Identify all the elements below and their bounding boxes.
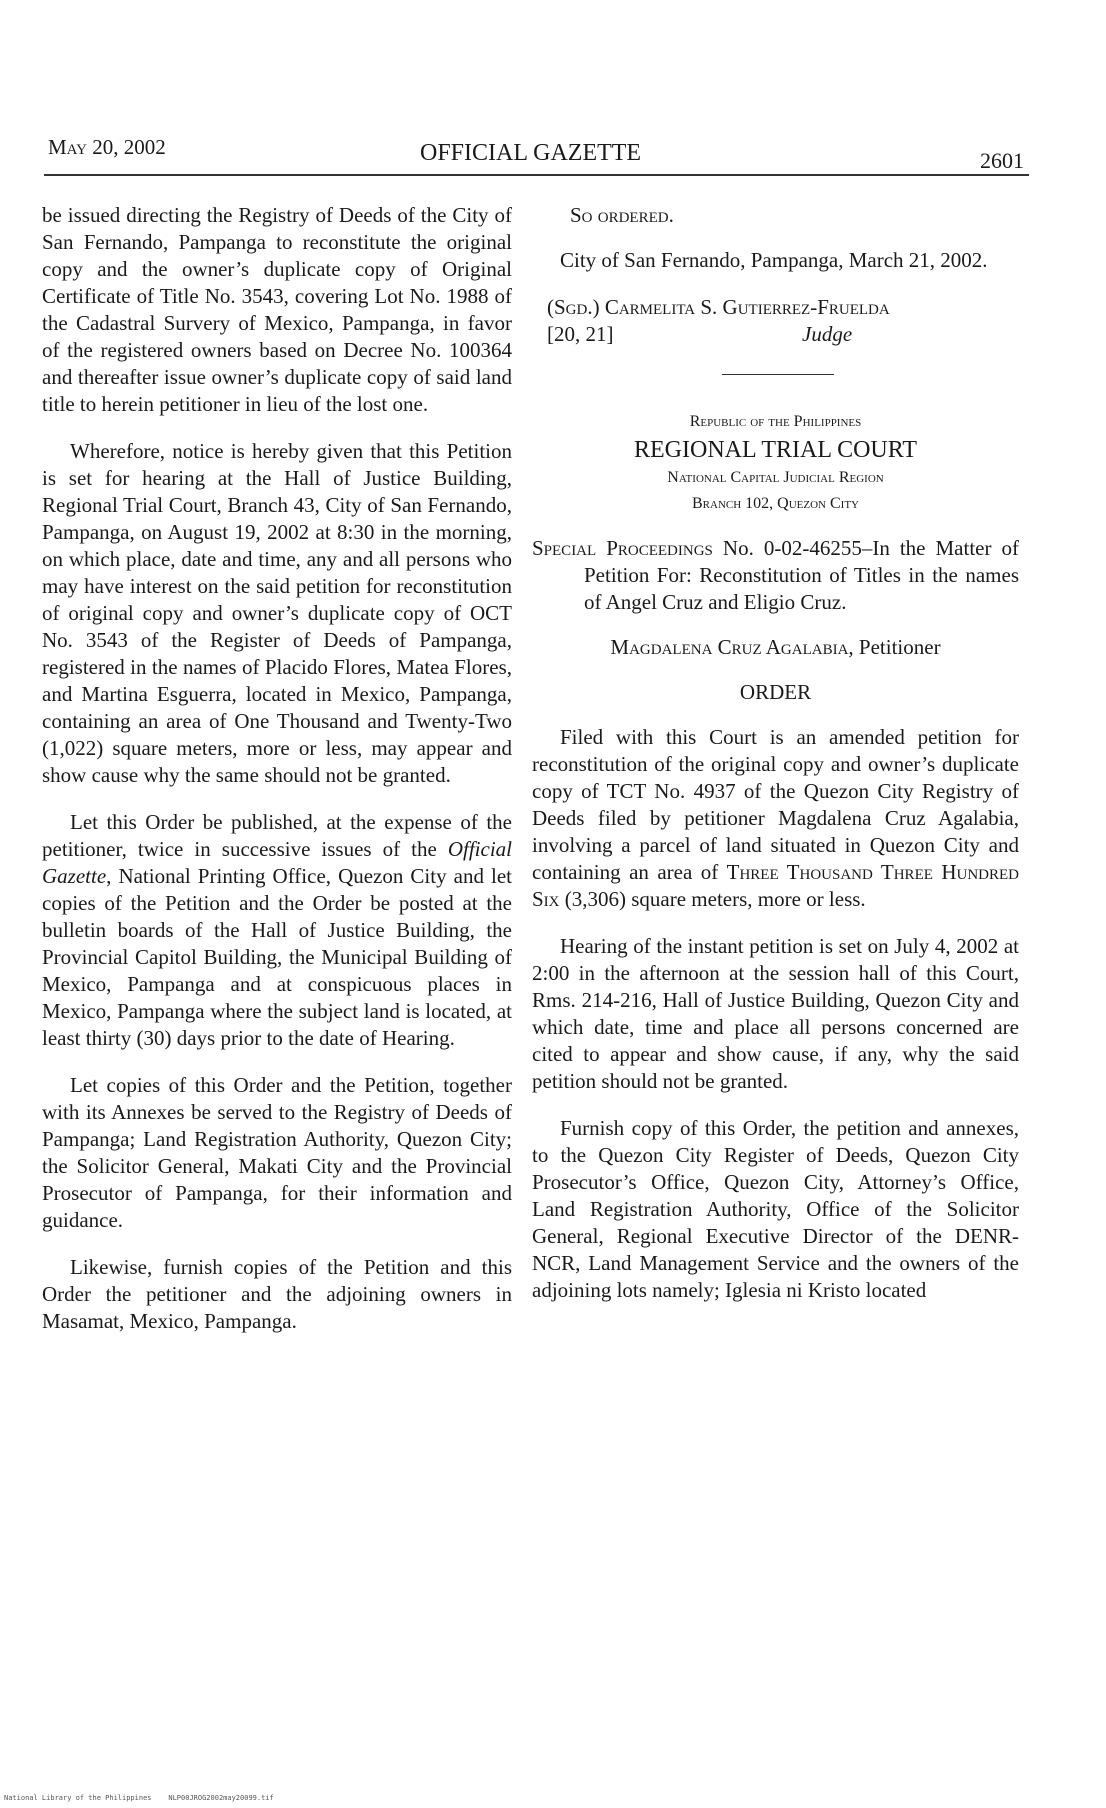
footer-file: NLP00JROG2002may20099.tif <box>168 1794 274 1802</box>
publication-title: OFFICIAL GAZETTE <box>420 140 642 166</box>
page-number: 2601 <box>980 148 1024 173</box>
petitioner-line <box>532 634 1019 661</box>
paragraph-filed <box>532 724 1019 913</box>
signatory: (Sgd.) Carmelita S. Gutierrez-Fruelda <box>547 295 890 319</box>
footer-library: National Library of the Philippines <box>4 1794 152 1802</box>
right-column <box>532 202 1019 1304</box>
paragraph-publication-a: Let this Order be published, at the expense of the petitioner, twice in successive issues of the <box>42 810 512 861</box>
paragraph-publication <box>42 809 512 1052</box>
header-date: May 20, 2002 <box>48 135 166 159</box>
signature-block <box>532 294 1019 348</box>
republic-line: Republic of the Philippines <box>689 413 862 430</box>
case-caption <box>532 535 1019 616</box>
pages-ref: [20, 21] <box>547 322 614 346</box>
paragraph-filed-b: (3,306) square meters, more or less. <box>559 887 866 911</box>
paragraph-filed-a: Filed with this Court is an amended petition for reconstitution of the original copy and owner’s duplicate copy of TCT No. 4937 of the Quezon City Registry of Deeds filed by petitioner Magdalena Cruz Agalabia, involving a parcel of land situated in Quezon City and containing an area of <box>532 725 1019 884</box>
judicial-region: National Capital Judicial Region <box>667 469 884 486</box>
so-ordered: So ordered. <box>570 203 674 227</box>
court-name: REGIONAL TRIAL COURT <box>634 437 917 463</box>
area-words: Three Thousand Three Hundred Six <box>532 860 1019 911</box>
paragraph-wherefore: Wherefore, notice is hereby given that this Petition is set for hearing at the Hall of Justice Building, Regional Trial Court, Branch 43, City of San Fernando, Pampanga, on August 19, 2002 at 8:30 in the morning, on which place, date and time, any and all persons who may have interest on the said petition for reconstitution of original copy and owner’s duplicate copy of OCT No. 3543 of the Register of Deeds of Pampanga, registered in the names of Placido Flores, Matea Flores, and Martina Esguerra, located in Mexico, Pampanga, containing an area of One Thousand and Twenty-Two (1,022) square meters, more or less, may appear and show cause why the same should not be granted. <box>42 439 512 787</box>
header-rule <box>44 174 1029 176</box>
paragraph-hearing: Hearing of the instant petition is set on July 4, 2002 at 2:00 in the afternoon at the session hall of this Court, Rms. 214-216, Hall of Justice Building, Quezon City and which date, time and place all persons concerned are cited to appear and show cause, if any, why the said petition should not be granted. <box>532 934 1019 1093</box>
place-date: City of San Fernando, Pampanga, March 21, 2002. <box>560 248 988 272</box>
scan-footer <box>4 1794 274 1802</box>
branch-line: Branch 102, Quezon City <box>692 495 859 512</box>
petitioner-role: , Petitioner <box>848 635 941 659</box>
section-divider <box>722 374 834 375</box>
paragraph-furnish: Likewise, furnish copies of the Petition and this Order the petitioner and the adjoining owners in Masamat, Mexico, Pampanga. <box>42 1255 512 1333</box>
judge-title: Judge <box>802 322 853 346</box>
case-label: Special Proceedings <box>532 536 713 560</box>
paragraph-publication-b: , National Printing Office, Quezon City and let copies of the Petition and the Order be posted at the bulletin boards of the Hall of Justice Building, the Provincial Capitol Building, the Municipal Building of Mexico, Pampanga and at conspicuous places in Mexico, Pampanga where the subject land is located, at least thirty (30) days prior to the date of Hearing. <box>42 864 512 1050</box>
left-column <box>42 202 512 1335</box>
petitioner-name: Magdalena Cruz Agalabia <box>610 635 849 659</box>
case-text: No. 0-02-46255–In the Matter of Petition For: Reconstitution of Titles in the names of Angel Cruz and Eligio Cruz. <box>584 536 1019 614</box>
paragraph-continuation: be issued directing the Registry of Deeds of the City of San Fernando, Pampanga to reconstitute the original copy and the owner’s duplicate copy of Original Certificate of Title No. 3543, covering Lot No. 1988 of the Cadastral Survery of Mexico, Pampanga, in favor of the registered owners based on Decree No. 100364 and thereafter issue owner’s duplicate copy of said land title to herein petitioner in lieu of the lost one. <box>42 203 512 416</box>
gazette-name: Official Gazette <box>42 837 512 888</box>
order-title: ORDER <box>739 680 812 704</box>
paragraph-furnish-copy: Furnish copy of this Order, the petition and annexes, to the Quezon City Register of Deeds, Quezon City Prosecutor’s Office, Quezon City, Attorney’s Office, Land Registration Authority, Office of the Solicitor General, Regional Executive Director of the DENR-NCR, Land Management Service and the owners of the adjoining lots namely; Iglesia ni Kristo located <box>532 1116 1019 1302</box>
paragraph-service: Let copies of this Order and the Petition, together with its Annexes be served to the Registry of Deeds of Pampanga; Land Registration Authority, Quezon City; the Solicitor General, Makati City and the Provincial Prosecutor of Pampanga, for their information and guidance. <box>42 1073 512 1232</box>
